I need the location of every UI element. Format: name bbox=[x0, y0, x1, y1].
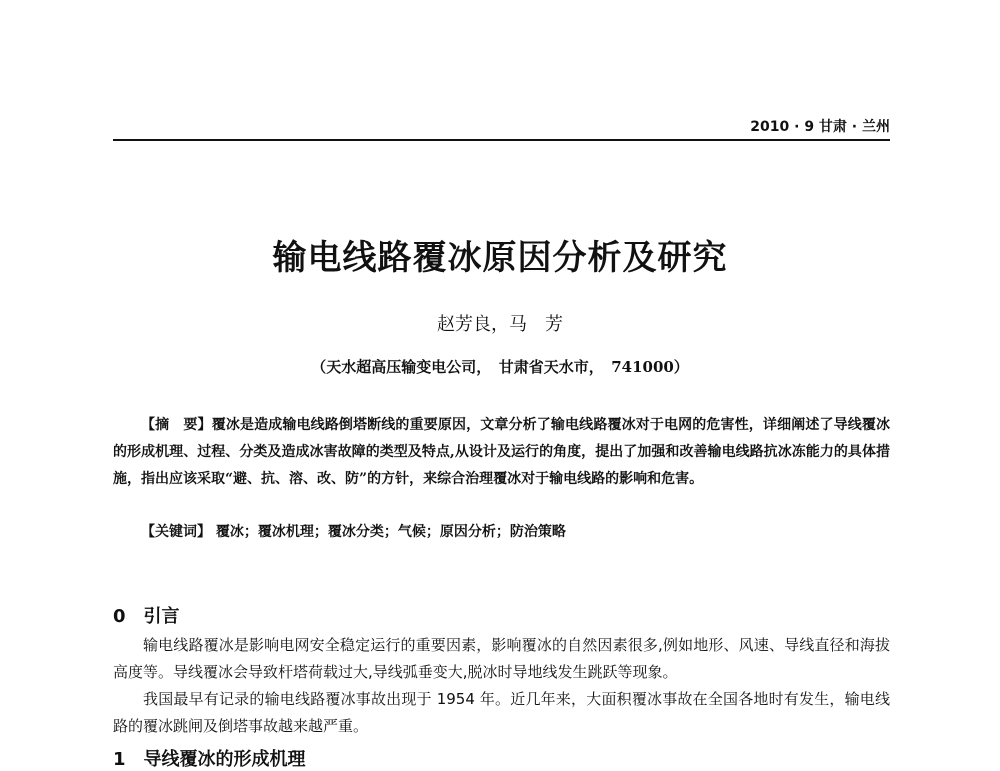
header-rule bbox=[113, 139, 890, 141]
paper-title: 输电线路覆冰原因分析及研究 bbox=[272, 238, 728, 278]
issue-header: 2010 · 9 甘肃 · 兰州 bbox=[750, 119, 890, 135]
keywords-label: 【关键词】 bbox=[141, 524, 211, 540]
abstract-label: 【摘 要】 bbox=[141, 417, 212, 433]
keywords-text: 覆冰；覆冰机理；覆冰分类；气候；原因分析；防治策略 bbox=[211, 524, 566, 540]
section-heading-mechanism: 1 导线覆冰的形成机理 bbox=[113, 749, 306, 770]
introduction-paragraph-1: 输电线路覆冰是影响电网安全稳定运行的重要因素，影响覆冰的自然因素很多,例如地形、风速、导线直径和海拔高度等。导线覆冰会导致杆塔荷载过大,导线弧垂变大,脱冰时导地线发生跳跃等现象。 bbox=[113, 636, 890, 681]
abstract bbox=[113, 412, 890, 493]
abstract-text: 覆冰是造成输电线路倒塔断线的重要原因，文章分析了输电线路覆冰对于电网的危害性，详细阐述了导线覆冰的形成机理、过程、分类及造成冰害故障的类型及特点,从设计及运行的角度，提出了加强和改善输电线路抗冰冻能力的具体措施，指出应该采取“避、抗、溶、改、防”的方针，来综合治理覆冰对于输电线路的影响和危害。 bbox=[113, 417, 891, 487]
paper-affiliation: （天水超高压输变电公司， 甘肃省天水市， 741000） bbox=[311, 358, 689, 376]
keywords bbox=[141, 519, 890, 546]
section-heading-introduction: 0 引言 bbox=[113, 606, 180, 627]
paper-authors: 赵芳良，马 芳 bbox=[437, 314, 563, 335]
introduction-paragraph-2: 我国最早有记录的输电线路覆冰事故出现于 1954 年。近几年来，大面积覆冰事故在全国各地时有发生，输电线路的覆冰跳闸及倒塔事故越来越严重。 bbox=[113, 690, 890, 735]
